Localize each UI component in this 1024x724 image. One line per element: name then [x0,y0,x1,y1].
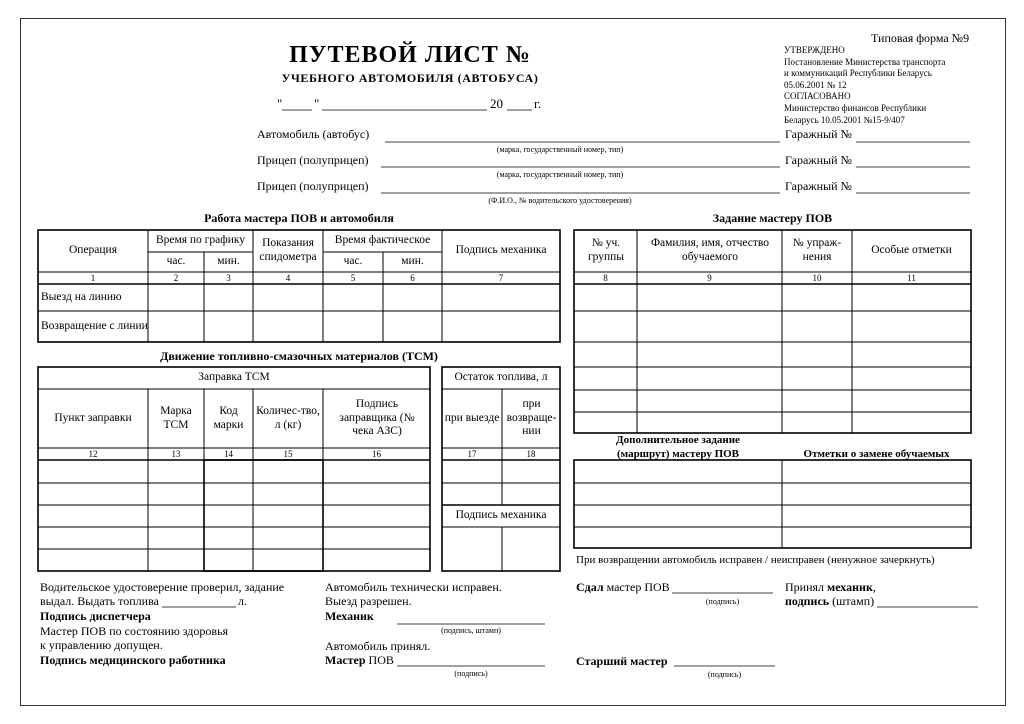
stamp-label: (штамп) [829,594,875,608]
header-minutes: мин. [217,255,240,268]
signature-stamp-label [785,595,874,609]
signature-bold: подпись [785,594,830,608]
handed-over-rest: мастер ПОВ [603,580,670,594]
approval-line: 05.06.2001 № 12 [784,79,847,90]
header-station: Пункт заправки [54,411,132,424]
departure-allowed-text: Выезд разрешен. [325,594,412,608]
task-table-title: Задание мастеру ПОВ [712,211,833,225]
column-number: 11 [907,273,916,283]
handed-over-hint: (подпись) [705,597,740,606]
column-number: 6 [410,273,415,283]
tech-ok-text: Автомобиль технически исправен. [325,580,502,594]
column-number: 16 [372,449,381,459]
medic-signature: Подпись медицинского работника [40,653,226,667]
work-table-title: Работа мастера ПОВ и автомобиля [204,211,394,225]
fuel-issue-text: выдал. Выдать топлива [40,594,159,608]
trailer2-hint: (Ф.И.О., № водительского удостоверения) [488,196,632,205]
header-remain-out: при выезде [444,411,500,424]
header-speedometer: Показания спидометра [259,237,317,263]
column-number: 5 [350,273,356,283]
dispatcher-signature: Подпись диспетчера [40,609,151,623]
trailer1-label: Прицеп (полуприцеп) [257,153,369,167]
column-number: 18 [526,449,536,459]
accepted-mechanic-bold: механик [827,580,873,594]
column-number: 4 [285,273,291,283]
handed-over-label [576,581,670,595]
header-quantity: Количес-тво, л (кг) [256,404,320,431]
mechanic-sign-hint: (подпись, штамп) [441,626,501,635]
column-number: 3 [226,273,231,283]
header-mechanic-sign: Подпись механика [455,244,547,257]
return-condition-note: При возвращении автомобиль исправен / неисправен (ненужное зачеркнуть) [576,554,935,566]
column-number: 14 [224,449,233,459]
accepted-comma: , [872,580,876,594]
document-subtitle: УЧЕБНОГО АВТОМОБИЛЯ (АВТОБУСА) [281,71,539,85]
date-close-quote: " [314,96,320,111]
senior-master-hint: (подпись) [707,670,742,679]
master-label [325,654,394,668]
approval-line: и коммуникаций Республики Беларусь [784,68,932,79]
header-hours-actual: час. [343,255,363,268]
extra-task-title-route: (маршрут) мастеру ПОВ [616,448,740,460]
header-refuel: Заправка ТСМ [198,371,270,384]
column-number: 17 [467,449,477,459]
vehicle-hint: (марка, государственный номер, тип) [496,145,624,154]
fuel-issue-unit: л. [238,594,247,608]
document-title: ПУТЕВОЙ ЛИСТ № [289,42,531,68]
master-label-pov: ПОВ [365,653,394,667]
date-year-prefix: 20 [490,96,503,111]
header-remain-return: при возвраще-нии [506,397,557,438]
header-refueler-sign: Подпись заправщика (№ чека АЗС) [339,397,415,438]
header-operation: Операция [68,244,118,257]
form-type: Типовая форма №9 [871,31,970,45]
license-check-text: Водительское удостоверение проверил, задание [40,580,285,594]
column-number: 1 [90,273,96,283]
header-time-schedule: Время по графику [155,234,246,247]
accepted-mechanic-label [785,581,876,595]
health-check-text: Мастер ПОВ по состоянию здоровья [40,624,229,638]
header-minutes-actual: мин. [401,255,424,268]
header-hours: час. [166,255,186,268]
senior-master-label: Старший мастер [576,654,668,668]
garage-number-label: Гаражный № [785,153,852,167]
accepted-label: Принял [785,580,828,594]
column-number: 8 [603,273,608,283]
master-label-bold: Мастер [325,653,366,667]
garage-number-label: Гаражный № [785,127,852,141]
trailer1-hint: (марка, государственный номер, тип) [496,170,624,179]
handed-over-bold: Сдал [576,580,604,594]
column-number: 10 [812,273,822,283]
date-open-quote: " [277,96,283,111]
vehicle-label: Автомобиль (автобус) [257,127,370,141]
header-trainee-name: Фамилия, имя, отчество обучаемого [650,237,770,263]
approval-line: Министерство финансов Республики [784,102,927,113]
mechanic-sign-label: Подпись механика [455,509,547,522]
column-number: 2 [173,273,179,283]
header-time-actual: Время фактическое [334,234,431,247]
header-special-notes: Особые отметки [871,244,952,257]
header-fuel-remain: Остаток топлива, л [454,371,548,384]
car-accepted-text: Автомобиль принял. [325,639,431,653]
row-departure: Выезд на линию [41,290,122,303]
header-group-number: № уч. группы [587,237,625,263]
approval-line: СОГЛАСОВАНО [784,91,851,102]
approval-line: Беларусь 10.05.2001 №15-9/407 [784,114,905,125]
date-year-suffix: г. [534,96,542,111]
replacement-title: Отметки о замене обучаемых [803,448,950,460]
health-admit-text: к управлению допущен. [40,638,163,652]
column-number: 12 [88,449,98,459]
garage-number-label: Гаражный № [785,179,852,193]
extra-task-title: Дополнительное задание [616,434,740,446]
column-number: 9 [707,273,712,283]
header-exercise-number: № упраж-нения [792,237,842,263]
row-return: Возвращение с линии [41,319,148,332]
column-number: 13 [171,449,181,459]
mechanic-label: Механик [325,609,374,623]
column-number: 15 [283,449,293,459]
approval-line: Постановление Министерства транспорта [784,56,946,67]
header-brand-code: Код марки [213,404,244,431]
column-number: 7 [498,273,504,283]
approval-block [784,45,945,126]
approval-line: УТВЕРЖДЕНО [784,45,845,55]
master-sign-hint: (подпись) [454,669,488,678]
header-fuel-brand: Марка ТСМ [160,404,192,431]
trailer2-label: Прицеп (полуприцеп) [257,179,369,193]
fuel-table-title: Движение топливно-смазочных материалов (ТСМ) [160,349,438,363]
